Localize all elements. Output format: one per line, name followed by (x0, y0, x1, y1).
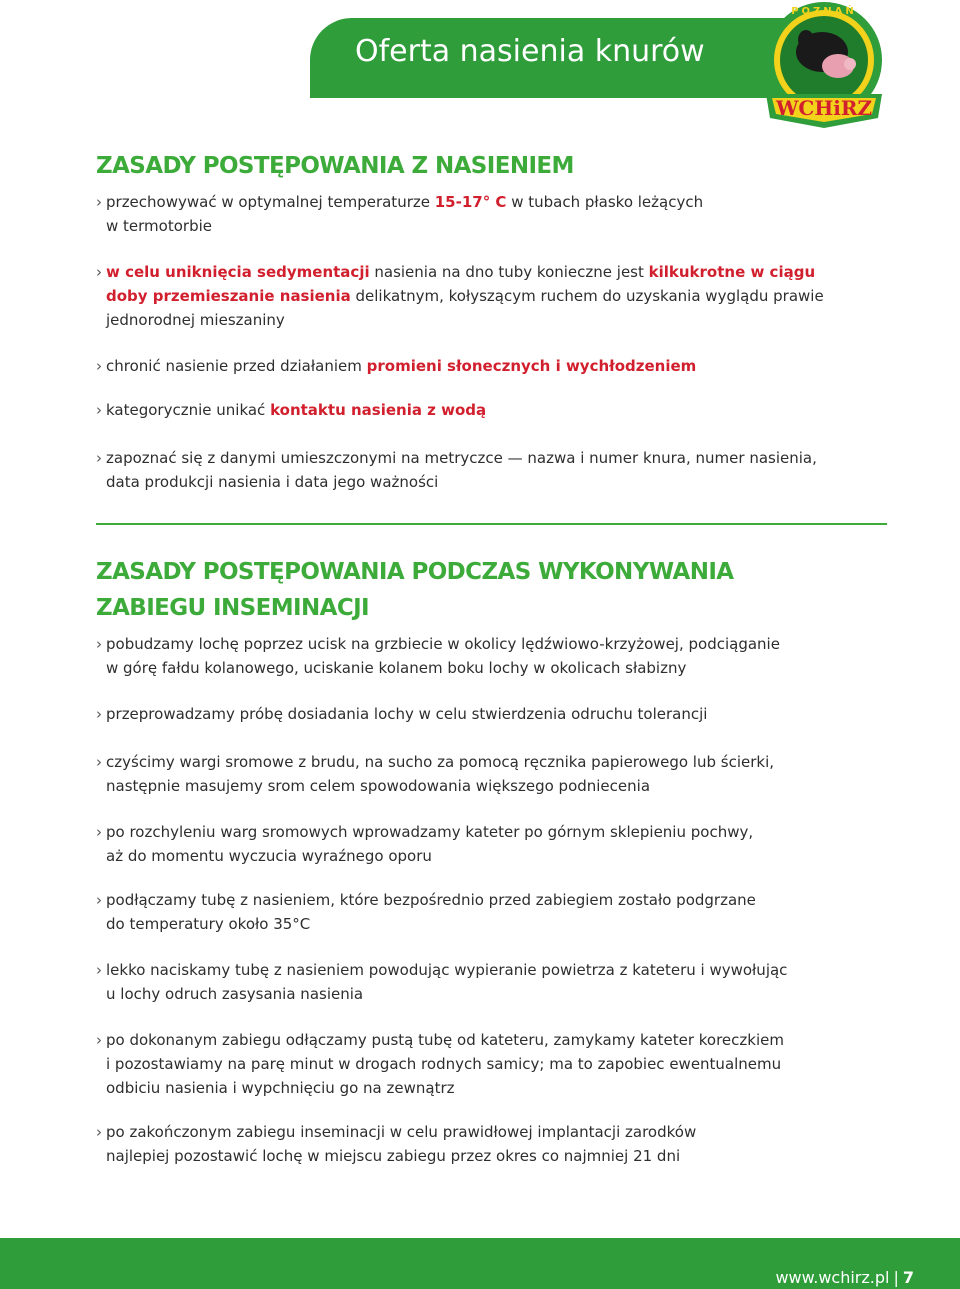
text-segment: zapoznać się z danymi umieszczonymi na metryczce — nazwa i numer knura, numer nasienia, (106, 449, 817, 467)
text-segment: data produkcji nasienia i data jego ważności (106, 473, 439, 491)
text-segment: najlepiej pozostawić lochę w miejscu zabiegu przez okres co najmniej 21 dni (106, 1147, 681, 1165)
text-line (106, 1120, 896, 1144)
wchirz-logo (762, 0, 886, 136)
text-line (106, 912, 896, 936)
text-segment: pobudzamy lochę poprzez ucisk na grzbiecie w okolicy lędźwiowo-krzyżowej, podciąganie (106, 635, 780, 653)
text-line (106, 1028, 896, 1052)
bullet-icon: › (96, 193, 102, 211)
text-segment: jednorodnej mieszaniny (106, 311, 285, 329)
text-segment: podłączamy tubę z nasieniem, które bezpośrednio przed zabiegiem zostało podgrzane (106, 891, 756, 909)
list-item-text (106, 354, 896, 378)
page-title: Oferta nasienia knurów (355, 34, 705, 69)
highlighted-text: promieni słonecznych i wychłodzeniem (366, 357, 697, 375)
text-line (106, 982, 896, 1006)
footer-url[interactable]: www.wchirz.pl (775, 1268, 890, 1287)
section-heading-storage: ZASADY POSTĘPOWANIA Z NASIENIEM (96, 153, 574, 179)
bullet-icon: › (96, 753, 102, 771)
text-segment: odbiciu nasienia i wypchnięciu go na zewnątrz (106, 1079, 455, 1097)
text-segment: czyścimy wargi sromowe z brudu, na sucho za pomocą ręcznika papierowego lub ścierki, (106, 753, 774, 771)
list-item-text (106, 750, 896, 798)
text-segment: u lochy odruch zasysania nasienia (106, 985, 364, 1003)
highlighted-text: kontaktu nasienia z wodą (270, 401, 487, 419)
text-line (106, 958, 896, 982)
text-line (106, 398, 896, 422)
highlighted-text: 15-17° C (434, 193, 507, 211)
text-segment: w termotorbie (106, 217, 212, 235)
text-segment: następnie masujemy srom celem spowodowania większego podniecenia (106, 777, 651, 795)
text-line (106, 1144, 896, 1168)
text-segment: aż do momentu wyczucia wyraźnego oporu (106, 847, 432, 865)
text-line (106, 888, 896, 912)
text-segment: po dokonanym zabiegu odłączamy pustą tubę od kateteru, zamykamy kateter koreczkiem (106, 1031, 784, 1049)
text-segment: po rozchyleniu warg sromowych wprowadzamy kateter po górnym sklepieniu pochwy, (106, 823, 754, 841)
text-segment: i pozostawiamy na parę minut w drogach rodnych samicy; ma to zapobiec ewentualnemu (106, 1055, 782, 1073)
text-segment: po zakończonym zabiegu inseminacji w celu prawidłowej implantacji zarodków (106, 1123, 697, 1141)
text-line (106, 214, 896, 238)
text-segment: delikatnym, kołyszącym ruchem do uzyskania wyglądu prawie (350, 287, 824, 305)
list-item (96, 398, 896, 422)
list-item-text (106, 702, 896, 726)
highlighted-text: kilkukrotne w ciągu (648, 263, 816, 281)
text-segment: chronić nasienie przed działaniem (106, 357, 367, 375)
text-line (106, 190, 896, 214)
bullet-icon: › (96, 1123, 102, 1141)
text-segment: lekko naciskamy tubę z nasieniem powodując wypieranie powietrza z kateteru i wywołując (106, 961, 788, 979)
bullet-icon: › (96, 705, 102, 723)
highlighted-text: w celu uniknięcia sedymentacji (106, 263, 370, 281)
text-line (106, 446, 896, 470)
text-line (106, 1052, 896, 1076)
list-item-text (106, 1028, 896, 1100)
text-segment: do temperatury około 35°C (106, 915, 311, 933)
list-item (96, 750, 896, 798)
section-heading-insemination: ZASADY POSTĘPOWANIA PODCZAS WYKONYWANIA (96, 559, 734, 585)
list-item (96, 820, 896, 868)
section-divider (96, 523, 887, 525)
list-item-text (106, 888, 896, 936)
list-item-text (106, 958, 896, 1006)
list-item (96, 190, 896, 238)
list-item (96, 1120, 896, 1168)
text-segment: nasienia na dno tuby konieczne jest (369, 263, 649, 281)
bullet-icon: › (96, 635, 102, 653)
text-line (106, 702, 896, 726)
logo-brand-text: WCHiRZ (775, 96, 873, 120)
list-item (96, 632, 896, 680)
list-item-text (106, 398, 896, 422)
bullet-icon: › (96, 891, 102, 909)
text-line (106, 774, 896, 798)
list-item-text (106, 820, 896, 868)
list-item (96, 260, 896, 332)
text-segment: w tubach płasko leżących (506, 193, 704, 211)
list-item-text (106, 190, 896, 238)
footer-separator: | (893, 1268, 899, 1287)
text-line (106, 284, 896, 308)
text-line (106, 750, 896, 774)
list-item (96, 958, 896, 1006)
text-line (106, 260, 896, 284)
footer (775, 1268, 914, 1287)
text-line (106, 308, 896, 332)
text-line (106, 820, 896, 844)
list-item (96, 1028, 896, 1100)
text-segment: przeprowadzamy próbę dosiadania lochy w celu stwierdzenia odruchu tolerancji (106, 705, 708, 723)
page-number: 7 (902, 1268, 914, 1287)
text-line (106, 354, 896, 378)
list-item (96, 354, 896, 378)
logo-top-text: POZNAŃ (791, 6, 857, 17)
text-segment: kategorycznie unikać (106, 401, 271, 419)
text-line (106, 632, 896, 656)
highlighted-text: doby przemieszanie nasienia (106, 287, 351, 305)
list-item (96, 702, 896, 726)
text-line (106, 844, 896, 868)
list-item (96, 446, 896, 494)
text-segment: w górę fałdu kolanowego, uciskanie kolanem boku lochy w okolicach słabizny (106, 659, 687, 677)
list-item-text (106, 1120, 896, 1168)
text-line (106, 470, 896, 494)
bullet-icon: › (96, 449, 102, 467)
bullet-icon: › (96, 357, 102, 375)
bullet-icon: › (96, 1031, 102, 1049)
bullet-icon: › (96, 961, 102, 979)
list-item-text (106, 632, 896, 680)
bullet-icon: › (96, 823, 102, 841)
text-segment: przechowywać w optymalnej temperaturze (106, 193, 435, 211)
list-item-text (106, 260, 896, 332)
section-heading-insemination-line2: ZABIEGU INSEMINACJI (96, 595, 370, 621)
list-item (96, 888, 896, 936)
bullet-icon: › (96, 263, 102, 281)
text-line (106, 656, 896, 680)
text-line (106, 1076, 896, 1100)
bullet-icon: › (96, 401, 102, 419)
list-item-text (106, 446, 896, 494)
